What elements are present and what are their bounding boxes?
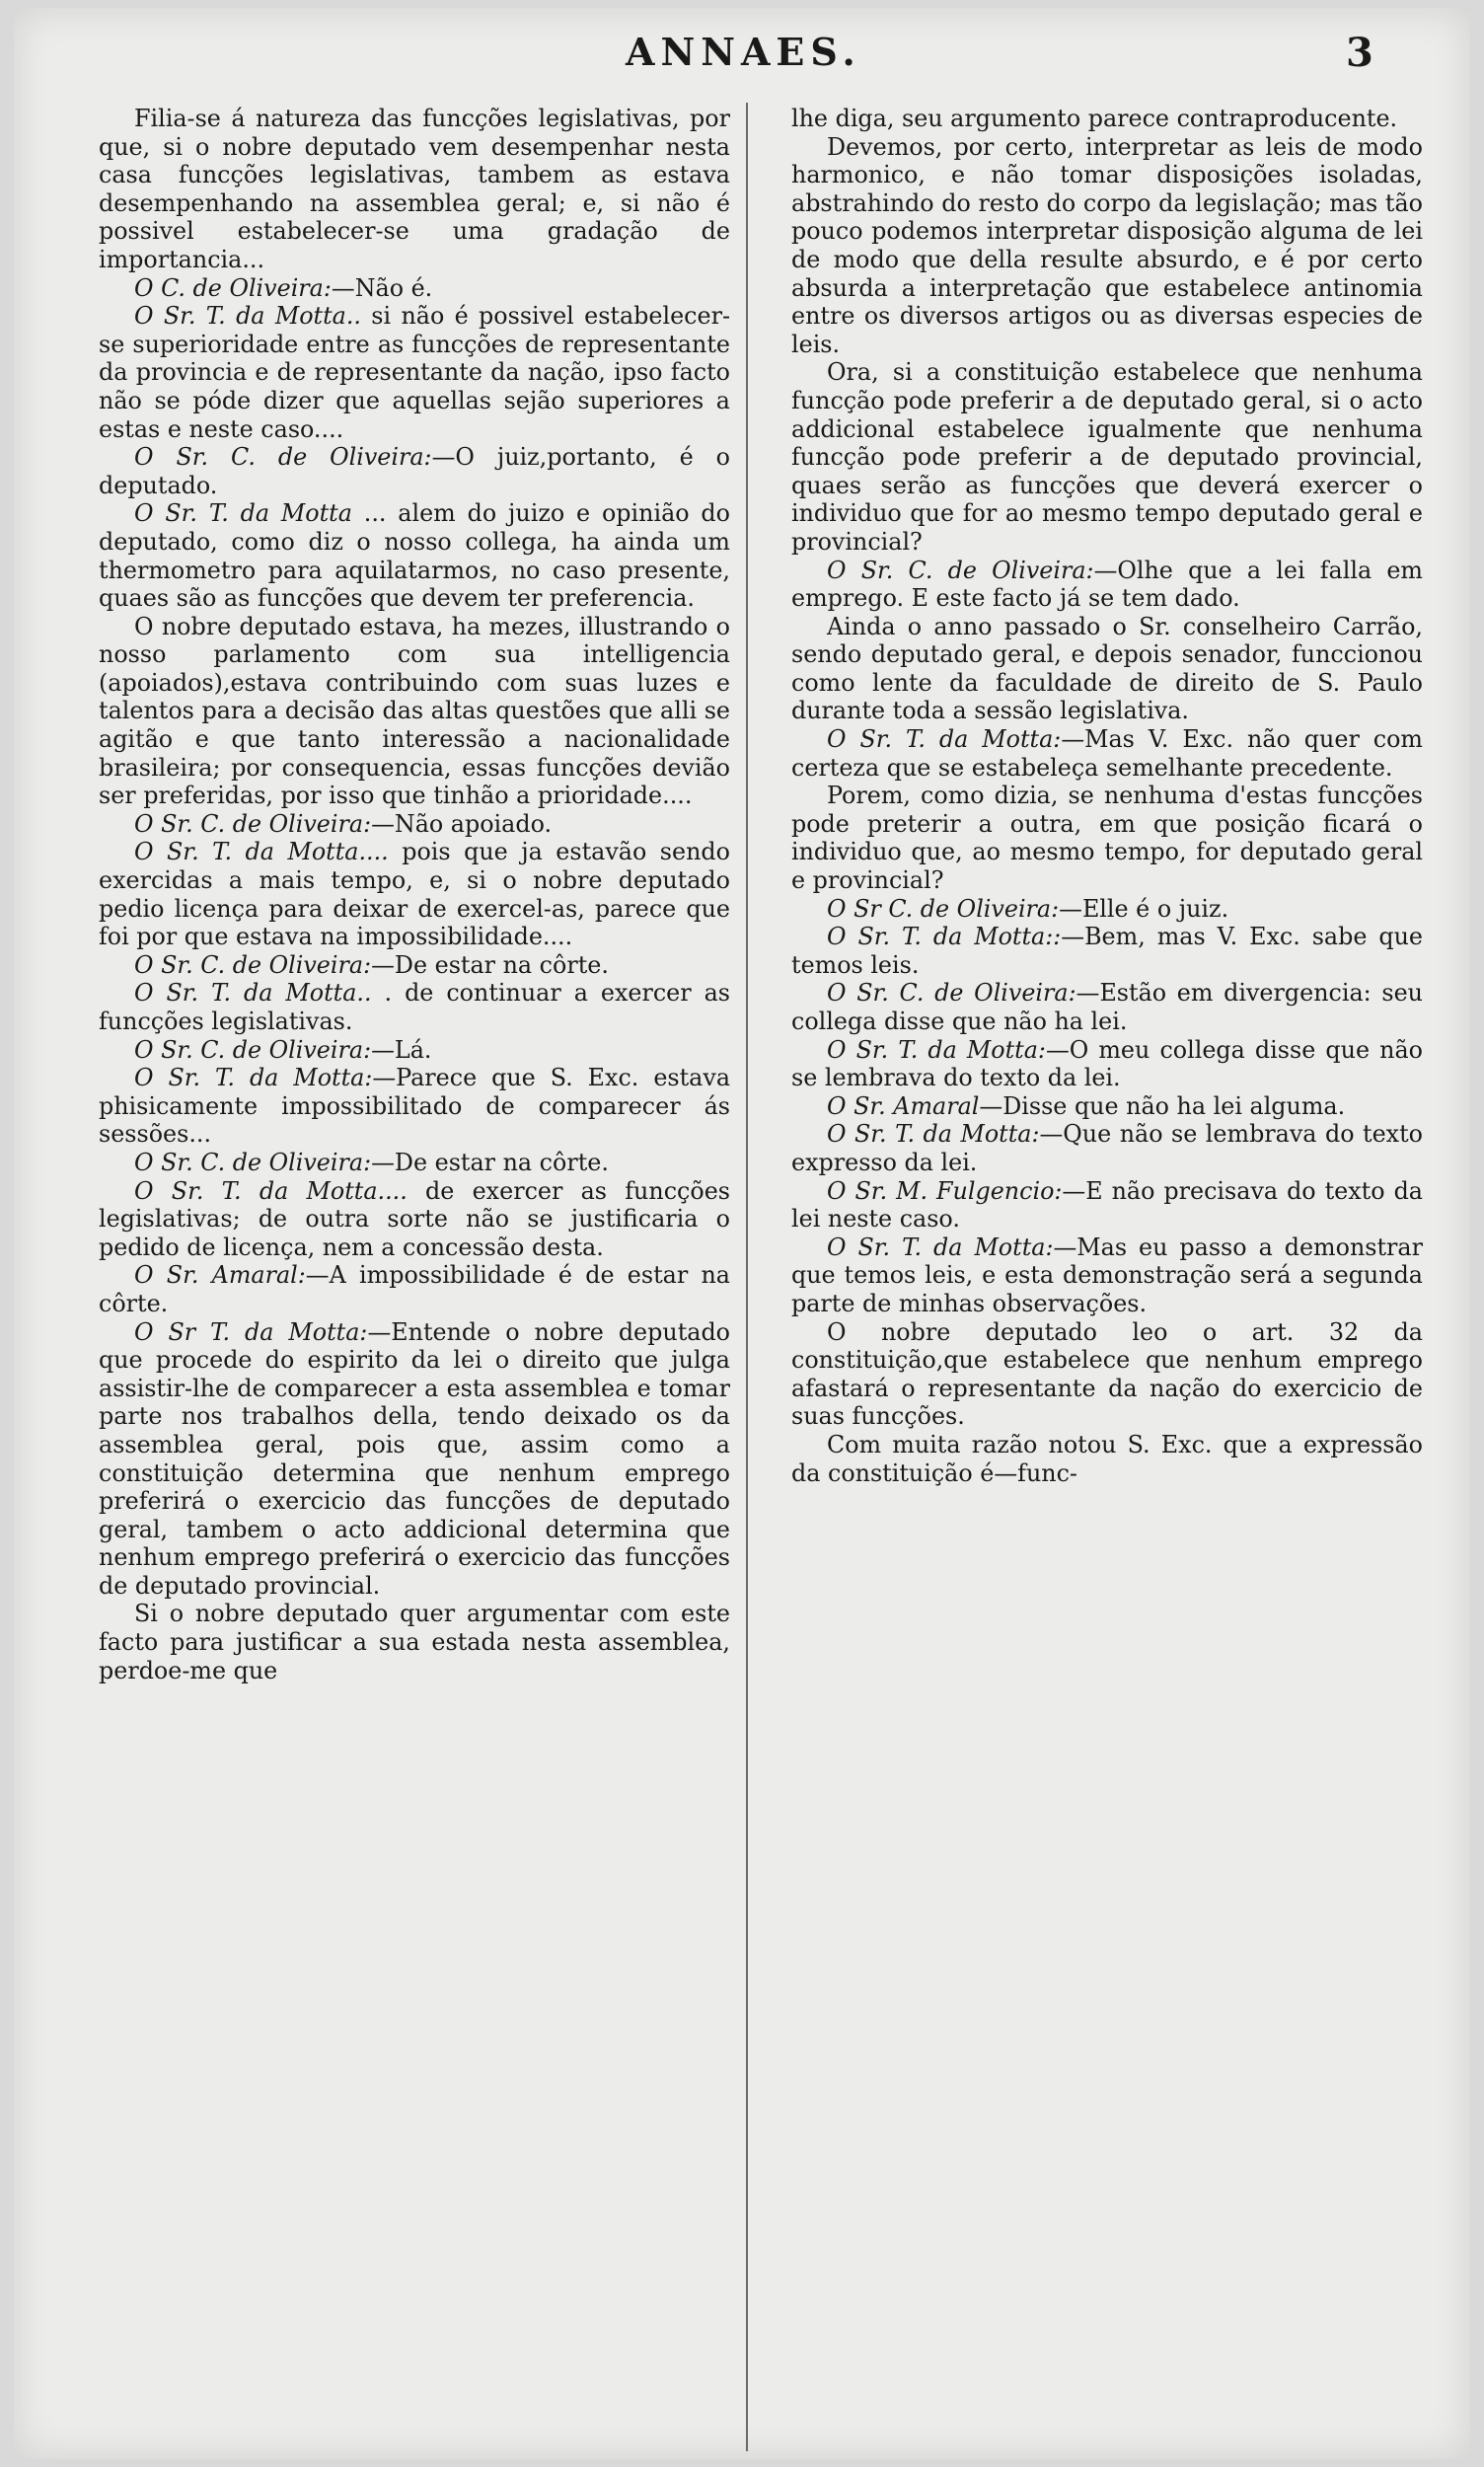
page-title: ANNAES. <box>626 30 861 74</box>
page-number: 3 <box>1346 30 1373 76</box>
paragraph <box>99 810 730 839</box>
speaker-name: O Sr. T. da Motta <box>134 499 352 528</box>
paragraph-text: si não é possivel estabelecer-se superioridade entre as funcções de representante da provincia e de representante da nação, ipso facto não se póde dizer que aquellas sejão superiores a estas e neste caso.... <box>99 302 730 443</box>
paragraph <box>99 1177 730 1262</box>
speaker-name: O Sr. T. da Motta: <box>134 1064 373 1092</box>
paragraph <box>99 1261 730 1317</box>
paragraph <box>791 782 1423 894</box>
paragraph-text: Porem, como dizia, se nenhuma d'estas funcções pode preterir a outra, em que posição ficará o individuo que, ao mesmo tempo, for deputado geral e provincial? <box>791 782 1423 895</box>
paragraph-text: . de continuar a exercer as funcções legislativas. <box>99 979 730 1035</box>
paragraph-text: —De estar na côrte. <box>371 1148 609 1176</box>
paragraph-text: —Parece que S. Exc. estava phisicamente impossibilitado de comparecer ás sessões... <box>99 1064 731 1149</box>
paragraph <box>791 133 1423 359</box>
paragraph-text: O nobre deputado estava, ha mezes, illustrando o nosso parlamento com sua intelligencia (apoiados),estava contribuindo com suas luzes e talentos para a decisão das altas questões que alli se agitão e que tanto interessão a nacionalidade brasileira; por consequencia, essas funcções devião ser preferidas, por isso que tinhão a prioridade.... <box>99 612 730 810</box>
paragraph-text: —Entende o nobre deputado que procede do espirito da lei o direito que julga assistir-lhe de comparecer a esta assemblea e tomar parte nos trabalhos della, tendo deixado os da assemblea geral, pois que, assim como a constituição determina que nenhum emprego preferirá o exercicio das funcções de deputado geral, tambem o acto addicional determina que nenhum emprego preferirá o exercicio das funcções de deputado provincial. <box>99 1317 730 1600</box>
paragraph-text: Ainda o anno passado o Sr. conselheiro Carrão, sendo deputado geral, e depois senador, funccionou como lente da faculdade de direito de S. Paulo durante toda a sessão legislativa. <box>791 612 1423 725</box>
paragraph <box>791 979 1423 1035</box>
paragraph-text: —Mas V. Exc. não quer com certeza que se estabeleça semelhante precedente. <box>791 725 1423 782</box>
paragraph <box>99 951 730 980</box>
speaker-name: O Sr. T. da Motta: <box>827 1120 1040 1149</box>
paragraph-text: Ora, si a constituição estabelece que nenhuma funcção pode preferir a de deputado geral, si o acto addicional estabelece igualmente que nenhuma funcção pode preferir a de deputado provincial, quaes serão as funcções que deverá exercer o individuo que for ao mesmo tempo deputado geral e provincial? <box>791 358 1423 556</box>
speaker-name: O Sr. C. de Oliveira: <box>827 979 1076 1008</box>
paragraph <box>99 105 730 274</box>
paragraph <box>99 1318 730 1601</box>
speaker-name: O Sr T. da Motta: <box>134 1317 368 1346</box>
paragraph <box>99 302 730 443</box>
speaker-name: O C. de Oliveira: <box>134 273 332 302</box>
paragraph <box>99 443 730 499</box>
speaker-name: O Sr. C. de Oliveira: <box>134 1035 372 1064</box>
paragraph-text: lhe diga, seu argumento parece contraproducente. <box>791 105 1398 132</box>
paragraph-text: —Disse que não ha lei alguma. <box>979 1091 1346 1120</box>
paragraph <box>791 1318 1423 1431</box>
paragraph <box>791 1036 1423 1092</box>
speaker-name: O Sr. C. de Oliveira: <box>827 556 1094 584</box>
column-divider <box>746 103 748 2451</box>
speaker-name: O Sr. Amaral <box>827 1091 980 1120</box>
paragraph-text: —E não precisava do texto da lei neste caso. <box>791 1176 1423 1234</box>
paragraph <box>99 613 730 810</box>
paragraph-text: —O meu collega disse que não se lembrava do texto da lei. <box>791 1035 1423 1092</box>
paragraph <box>99 274 730 303</box>
paragraph-text: —Bem, mas V. Exc. sabe que temos leis. <box>791 923 1424 979</box>
paragraph-text: Devemos, por certo, interpretar as leis de modo harmonico, e não tomar disposições isoladas, abstrahindo do resto do corpo da legislação; mas tão pouco podemos interpretar disposição alguma de lei de modo que della resulte absurdo, e é por certo absurda a interpretação que estabelece antinomia entre os diversos artigos ou as diversas especies de leis. <box>791 132 1423 358</box>
paragraph <box>791 1177 1423 1234</box>
paragraph-text: —Que não se lembrava do texto expresso da lei. <box>791 1120 1423 1176</box>
newspaper-page <box>14 8 1470 2459</box>
paragraph <box>791 923 1423 979</box>
paragraph <box>791 613 1423 725</box>
paragraph-text: —Não apoiado. <box>371 809 553 838</box>
paragraph <box>791 557 1423 613</box>
paragraph-text: —O juiz,portanto, é o deputado. <box>99 443 730 499</box>
paragraph-text: —A impossibilidade é de estar na côrte. <box>99 1261 730 1317</box>
paragraph <box>99 1600 730 1684</box>
paragraph <box>791 1431 1423 1487</box>
paragraph <box>99 1036 730 1065</box>
paragraph <box>791 725 1423 782</box>
paragraph <box>791 358 1423 556</box>
speaker-name: O Sr. T. da Motta:: <box>827 923 1062 951</box>
paragraph <box>99 1064 730 1149</box>
speaker-name: O Sr. C. de Oliveira: <box>134 1148 372 1176</box>
paragraph-text: —Olhe que a lei falla em emprego. E este facto já se tem dado. <box>791 556 1423 613</box>
speaker-name: O Sr. T. da Motta.... <box>134 1176 408 1205</box>
speaker-name: O Sr. T. da Motta.. <box>134 302 361 331</box>
speaker-name: O Sr. T. da Motta: <box>827 1233 1054 1261</box>
paragraph-text: Com muita razão notou S. Exc. que a expressão da constituição é—func- <box>791 1430 1423 1487</box>
paragraph-text: —Estão em divergencia: seu collega disse que não ha lei. <box>791 979 1424 1035</box>
paragraph-text: —De estar na côrte. <box>371 950 609 979</box>
paragraph-text: pois que ja estavão sendo exercidas a mais tempo, e, si o nobre deputado pedio licença para deixar de exercel-as, parece que foi por que estava na impossibilidade.... <box>99 838 730 951</box>
paragraph-text: —Não é. <box>331 273 433 302</box>
paragraph-text: —Mas eu passo a demonstrar que temos leis, e esta demonstração será a segunda parte de minhas observações. <box>791 1233 1423 1317</box>
paragraph-text: Filia-se á natureza das funcções legislativas, por que, si o nobre deputado vem desempenhar nesta casa funcções legislativas, tambem as estava desempenhando na assemblea geral; e, si não é possivel estabelecer-se uma gradação de importancia... <box>99 105 730 273</box>
paragraph-text: O nobre deputado leo o art. 32 da constituição,que estabelece que nenhum emprego afastará o representante da nação do exercicio de suas funcções. <box>791 1317 1423 1431</box>
paragraph-text: —Elle é o juiz. <box>1059 894 1229 923</box>
paragraph <box>791 895 1423 924</box>
left-column <box>99 105 730 1684</box>
paragraph-text: ... alem do juizo e opinião do deputado, como diz o nosso collega, ha ainda um thermometro para aquilatarmos, no caso presente, quaes são as funcções que devem ter preferencia. <box>99 499 730 613</box>
speaker-name: O Sr. C. de Oliveira: <box>134 809 372 838</box>
paragraph <box>99 979 730 1035</box>
paragraph <box>791 105 1423 133</box>
speaker-name: O Sr. T. da Motta.... <box>134 838 389 866</box>
paragraph <box>99 838 730 950</box>
paragraph <box>791 1092 1423 1121</box>
page-header <box>14 30 1470 89</box>
speaker-name: O Sr. T. da Motta: <box>827 725 1062 754</box>
speaker-name: O Sr. C. de Oliveira: <box>134 443 432 472</box>
speaker-name: O Sr C. de Oliveira: <box>827 894 1060 923</box>
speaker-name: O Sr. Amaral: <box>134 1261 306 1290</box>
paragraph-text: Si o nobre deputado quer argumentar com este facto para justificar a sua estada nesta assemblea, perdoe-me que <box>99 1600 730 1684</box>
paragraph <box>791 1234 1423 1318</box>
paragraph <box>791 1120 1423 1176</box>
paragraph-text: —Lá. <box>371 1035 432 1064</box>
paragraph <box>99 499 730 612</box>
speaker-name: O Sr. T. da Motta.. <box>134 979 372 1008</box>
paragraph <box>99 1149 730 1177</box>
speaker-name: O Sr. T. da Motta: <box>827 1035 1046 1064</box>
speaker-name: O Sr. C. de Oliveira: <box>134 950 372 979</box>
speaker-name: O Sr. M. Fulgencio: <box>827 1176 1063 1205</box>
paragraph-text: de exercer as funcções legislativas; de outra sorte não se justificaria o pedido de licença, nem a concessão desta. <box>99 1176 730 1261</box>
right-column <box>791 105 1423 1487</box>
